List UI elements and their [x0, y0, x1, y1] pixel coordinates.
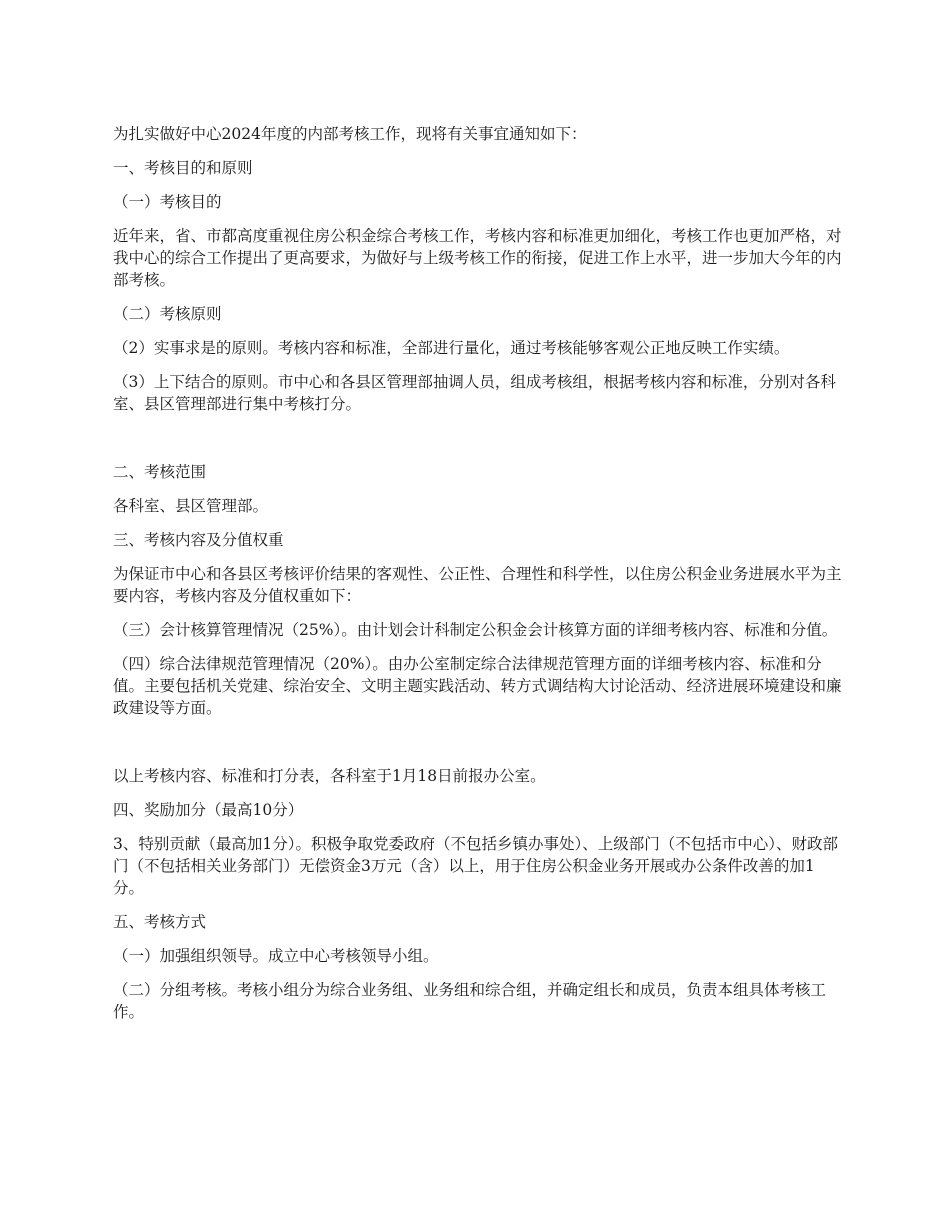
- section-heading-4: 四、奖励加分（最高10分）: [113, 801, 304, 819]
- section-heading-2: 二、考核范围: [113, 463, 207, 481]
- section-heading-1: 一、考核目的和原则: [113, 159, 253, 177]
- document-body: [113, 123, 843, 1035]
- section-heading-5: 五、考核方式: [113, 913, 207, 931]
- body-paragraph: 以上考核内容、标准和打分表，各科室于1月18日前报办公室。: [113, 767, 546, 785]
- subsection-heading: （二）考核原则: [113, 305, 222, 323]
- spacer: [113, 427, 843, 461]
- spacer: [113, 731, 843, 765]
- body-paragraph: 3、特别贡献（最高加1分）。积极争取党委政府（不包括乡镇办事处）、上级部门（不包括市中心）、财政部门（不包括相关业务部门）无偿资金3万元（含）以上，用于住房公积金业务开展或办公条件改善的加1分。: [113, 835, 838, 897]
- intro-paragraph: 为扎实做好中心2024年度的内部考核工作，现将有关事宜通知如下：: [113, 125, 587, 143]
- section-heading-3: 三、考核内容及分值权重: [113, 531, 284, 549]
- body-paragraph: （二）分组考核。考核小组分为综合业务组、业务组和综合组，并确定组长和成员，负责本组具体考核工作。: [113, 981, 827, 1021]
- body-paragraph: 近年来，省、市都高度重视住房公积金综合考核工作，考核内容和标准更加细化，考核工作也更加严格，对我中心的综合工作提出了更高要求，为做好与上级考核工作的衔接，促进工作上水平，进一步加大今年的内部考核。: [113, 227, 842, 289]
- body-paragraph: （三）会计核算管理情况（25%）。由计划会计科制定公积金会计核算方面的详细考核内容、标准和分值。: [113, 621, 838, 639]
- subsection-heading: （一）考核目的: [113, 193, 222, 211]
- body-paragraph: 各科室、县区管理部。: [113, 497, 269, 515]
- body-paragraph: （3）上下结合的原则。市中心和各县区管理部抽调人员，组成考核组，根据考核内容和标准，分别对各科室、县区管理部进行集中考核打分。: [113, 373, 836, 413]
- body-paragraph: （四）综合法律规范管理情况（20%）。由办公室制定综合法律规范管理方面的详细考核内容、标准和分值。主要包括机关党建、综治安全、文明主题实践活动、转方式调结构大讨论活动、经济进展环境建设和廉政建设等方面。: [113, 655, 842, 717]
- body-paragraph: （一）加强组织领导。成立中心考核领导小组。: [113, 947, 439, 965]
- body-paragraph: （2）实事求是的原则。考核内容和标准，全部进行量化，通过考核能够客观公正地反映工作实绩。: [113, 339, 790, 357]
- body-paragraph: 为保证市中心和各县区考核评价结果的客观性、公正性、合理性和科学性，以住房公积金业务进展水平为主要内容，考核内容及分值权重如下：: [113, 565, 842, 605]
